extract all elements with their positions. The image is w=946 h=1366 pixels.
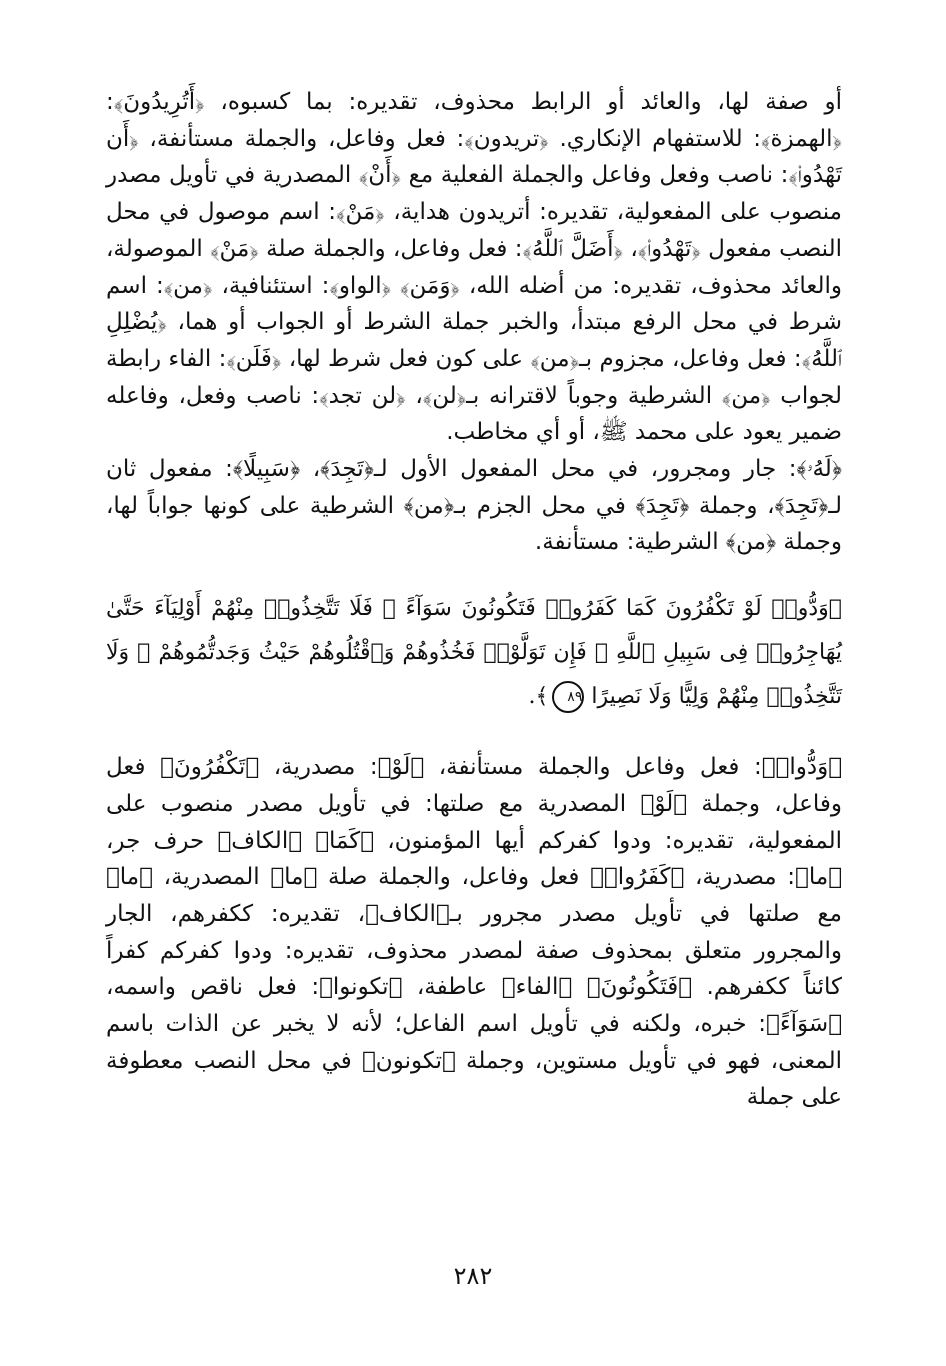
verse-text: ﴿وَدُّوا۟ لَوْ تَكْفُرُونَ كَمَا كَفَرُوا۟ فَتَكُونُونَ سَوَآءً ۖ فَلَا تَتَّخِذُوا۟ مِنْهُمْ أَوْلِيَآءَ حَتَّىٰ يُهَاجِرُوا۟ فِى سَبِيلِ ٱللَّهِ ۚ فَإِن تَوَلَّوْا۟ فَخُذُوهُمْ وَٱقْتُلُوهُمْ حَيْثُ وَجَدتُّمُوهُمْ ۖ وَلَا تَتَّخِذُوا۟ مِنْهُمْ وَلِيًّا وَلَا نَصِيرًا <box>106 596 842 710</box>
quran-verse <box>106 587 842 719</box>
verse-number-marker: ٨٩ <box>552 681 584 713</box>
commentary-paragraph-1: أو صفة لها، والعائد أو الرابط محذوف، تقديره: بما كسبوه، ﴿أَتُرِيدُونَ﴾: ﴿الهمزة﴾: للاستفهام الإنكاري. ﴿تريدون﴾: فعل وفاعل، والجملة مستأنفة، ﴿أَن تَهْدُوا۟﴾: ناصب وفعل وفاعل والجملة الفعلية مع ﴿أَنْ﴾ المصدرية في تأويل مصدر منصوب على المفعولية، تقديره: أتريدون هداية، ﴿مَنْ﴾: اسم موصول في محل النصب مفعول ﴿تَهْدُوا۟﴾، ﴿أَضَلَّ ٱللَّهُ﴾: فعل وفاعل، والجملة صلة ﴿مَنْ﴾ الموصولة، والعائد محذوف، تقديره: من أضله الله، ﴿وَمَن﴾ ﴿الواو﴾: استئنافية، ﴿من﴾: اسم شرط في محل الرفع مبتدأ، والخبر جملة الشرط أو الجواب أو هما، ﴿يُضْلِلِ ٱللَّهُ﴾: فعل وفاعل، مجزوم بـ﴿من﴾ على كون فعل شرط لها، ﴿فَلَن﴾: الفاء رابطة لجواب ﴿من﴾ الشرطية وجوباً لاقترانه بـ﴿لن﴾، ﴿لن تجد﴾: ناصب وفعل، وفاعله ضمير يعود على محمد ﷺ، أو أي مخاطب. <box>106 89 842 446</box>
commentary-paragraph-3: ﴿وَدُّوا۟﴾: فعل وفاعل والجملة مستأنفة، ﴿لَوْ﴾: مصدرية، ﴿تَكْفُرُونَ﴾ فعل وفاعل، وجملة ﴿لَوْ﴾ المصدرية مع صلتها: في تأويل مصدر منصوب على المفعولية، تقديره: ودوا كفركم أيها المؤمنون، ﴿كَمَا﴾ ﴿الكاف﴾ حرف جر، ﴿ما﴾: مصدرية، ﴿كَفَرُوا۟﴾ فعل وفاعل، والجملة صلة ﴿ما﴾ المصدرية، ﴿ما﴾ مع صلتها في تأويل مصدر مجرور بـ﴿الكاف﴾، تقديره: ككفرهم، الجار والمجرور متعلق بمحذوف صفة لمصدر محذوف، تقديره: ودوا كفركم كفراً كائناً ككفرهم. ﴿فَتَكُونُونَ﴾ ﴿الفاء﴾ عاطفة، ﴿تكونوا﴾: فعل ناقص واسمه، ﴿سَوَآءً﴾: خبره، ولكنه في تأويل اسم الفاعل؛ لأنه لا يخبر عن الذات باسم المعنى، فهو في تأويل مستوين، وجملة ﴿تكونون﴾ في محل النصب معطوفة على جملة <box>106 754 842 1111</box>
page-number: ٢٨٢ <box>453 1262 493 1290</box>
verse-end-bracket: ﴾. <box>528 684 549 710</box>
page-body <box>106 84 842 1116</box>
commentary-paragraph-2: ﴿لَهُۥ﴾: جار ومجرور، في محل المفعول الأول لـ﴿تَجِدَ﴾، ﴿سَبِيلًا﴾: مفعول ثان لـ﴿تَجِدَ﴾، وجملة ﴿تَجِدَ﴾ في محل الجزم بـ﴿من﴾ الشرطية على كونها جواباً لها، وجملة ﴿من﴾ الشرطية: مستأنفة. <box>106 456 842 556</box>
